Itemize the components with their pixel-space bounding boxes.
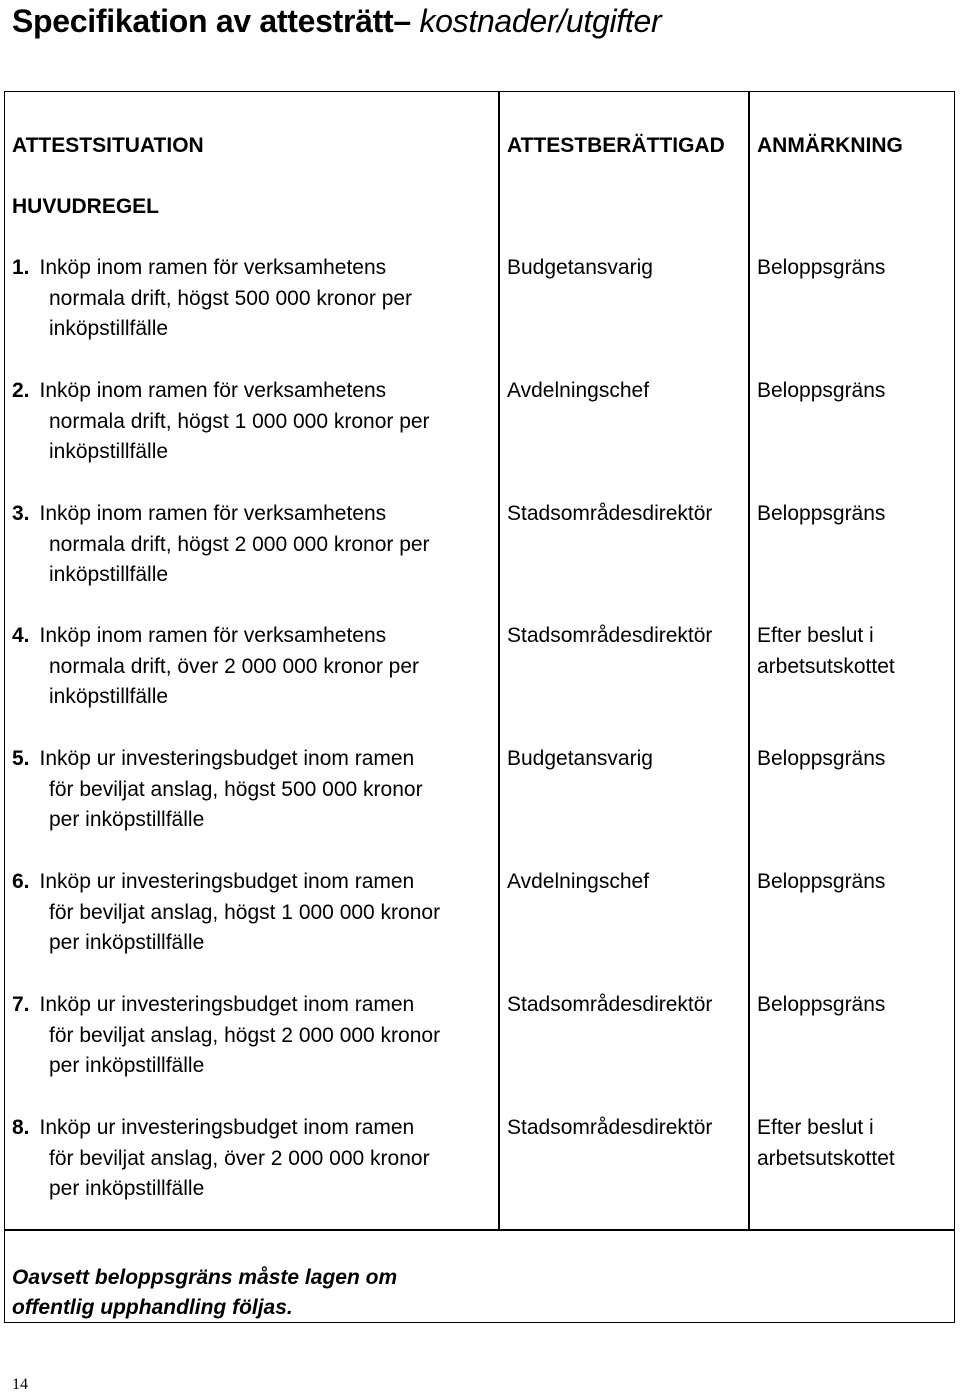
header-attestsituation: ATTESTSITUATION	[12, 134, 204, 157]
footer-note	[12, 1263, 397, 1323]
table-row-situation	[12, 253, 487, 345]
table-row-approver: Budgetansvarig	[507, 256, 653, 279]
remark-line: Beloppsgräns	[757, 502, 886, 525]
table-row-situation	[12, 990, 487, 1082]
table-row-situation	[12, 867, 487, 959]
table-row-approver: Stadsområdesdirektör	[507, 502, 713, 525]
row-text-line: för beviljat anslag, högst 500 000 kronor	[49, 777, 423, 801]
row-number: 5.	[12, 747, 30, 770]
remark-line: arbetsutskottet	[757, 654, 895, 678]
section-huvudregel: HUVUDREGEL	[12, 195, 160, 218]
table-row-remark	[757, 744, 885, 775]
table-row-situation	[12, 621, 487, 713]
table-row-situation	[12, 744, 487, 836]
row-text-line: inköpstillfälle	[49, 440, 169, 463]
remark-line: Beloppsgräns	[757, 747, 886, 770]
row-text-line: normala drift, högst 1 000 000 kronor per	[49, 409, 430, 433]
row-first-line	[12, 744, 487, 775]
footer-line: offentlig upphandling följas.	[12, 1296, 293, 1319]
remark-line: arbetsutskottet	[757, 1146, 895, 1170]
row-number: 3.	[12, 502, 30, 525]
remark-line: Efter beslut i	[757, 1116, 874, 1139]
column-divider-2	[748, 91, 750, 1230]
row-text-line: normala drift, högst 500 000 kronor per	[49, 286, 413, 310]
row-text-line: Inköp inom ramen för verksamhetens	[39, 502, 387, 525]
row-first-line	[12, 253, 487, 284]
table-row-situation	[12, 1113, 487, 1205]
row-text-line: normala drift, högst 2 000 000 kronor per	[49, 532, 430, 556]
table-row-remark	[757, 253, 885, 284]
column-divider-1	[498, 91, 500, 1230]
row-first-line	[12, 867, 487, 898]
table-row-remark	[757, 990, 885, 1021]
table-row-approver: Budgetansvarig	[507, 747, 653, 770]
row-number: 8.	[12, 1116, 30, 1139]
table-row-approver: Avdelningschef	[507, 870, 650, 893]
row-text-line: inköpstillfälle	[49, 317, 169, 340]
remark-line: Beloppsgräns	[757, 256, 886, 279]
table-row-remark	[757, 621, 895, 682]
row-text-line: normala drift, över 2 000 000 kronor per	[49, 654, 420, 678]
row-text-line: inköpstillfälle	[49, 563, 169, 586]
table-row-remark	[757, 376, 885, 407]
table-footer-divider	[4, 1229, 955, 1231]
row-text-line: per inköpstillfälle	[49, 1177, 205, 1200]
header-anmarkning: ANMÄRKNING	[757, 134, 903, 157]
title-main: Specifikation av attesträtt–	[12, 3, 411, 39]
header-attestberattigad: ATTESTBERÄTTIGAD	[507, 134, 725, 157]
row-first-line	[12, 376, 487, 407]
row-text-line: Inköp ur investeringsbudget inom ramen	[39, 993, 415, 1016]
table-row-approver: Stadsområdesdirektör	[507, 1116, 713, 1139]
row-text-line: Inköp ur investeringsbudget inom ramen	[39, 1116, 415, 1139]
row-first-line	[12, 990, 487, 1021]
row-text-line: per inköpstillfälle	[49, 931, 205, 954]
row-text-line: Inköp ur investeringsbudget inom ramen	[39, 870, 415, 893]
table-row-approver: Avdelningschef	[507, 379, 650, 402]
row-text-line: för beviljat anslag, högst 2 000 000 kronor	[49, 1023, 441, 1047]
row-text-line: Inköp inom ramen för verksamhetens	[39, 624, 387, 647]
table-row-situation	[12, 499, 487, 591]
row-text-line: Inköp inom ramen för verksamhetens	[39, 379, 387, 402]
row-number: 7.	[12, 993, 30, 1016]
remark-line: Beloppsgräns	[757, 379, 886, 402]
row-number: 4.	[12, 624, 30, 647]
row-first-line	[12, 1113, 487, 1144]
table-row-situation	[12, 376, 487, 468]
table-row-remark	[757, 1113, 895, 1174]
table-row-approver: Stadsområdesdirektör	[507, 624, 713, 647]
row-first-line	[12, 621, 487, 652]
row-text-line: Inköp inom ramen för verksamhetens	[39, 256, 387, 279]
remark-line: Beloppsgräns	[757, 993, 886, 1016]
remark-line: Efter beslut i	[757, 624, 874, 647]
remark-line: Beloppsgräns	[757, 870, 886, 893]
row-text-line: per inköpstillfälle	[49, 1054, 205, 1077]
row-text-line: Inköp ur investeringsbudget inom ramen	[39, 747, 415, 770]
row-number: 2.	[12, 379, 30, 402]
table-row-remark	[757, 867, 885, 898]
row-number: 1.	[12, 256, 30, 279]
page-title	[12, 0, 661, 42]
row-text-line: för beviljat anslag, högst 1 000 000 kronor	[49, 900, 441, 924]
page-number: 14	[12, 1376, 28, 1393]
table-row-approver: Stadsområdesdirektör	[507, 993, 713, 1016]
row-text-line: per inköpstillfälle	[49, 808, 205, 831]
title-italic: kostnader/utgifter	[410, 3, 662, 39]
row-text-line: för beviljat anslag, över 2 000 000 kronor	[49, 1146, 430, 1170]
table-row-remark	[757, 499, 885, 530]
row-number: 6.	[12, 870, 30, 893]
row-first-line	[12, 499, 487, 530]
row-text-line: inköpstillfälle	[49, 685, 169, 708]
footer-line: Oavsett beloppsgräns måste lagen om	[12, 1266, 398, 1289]
